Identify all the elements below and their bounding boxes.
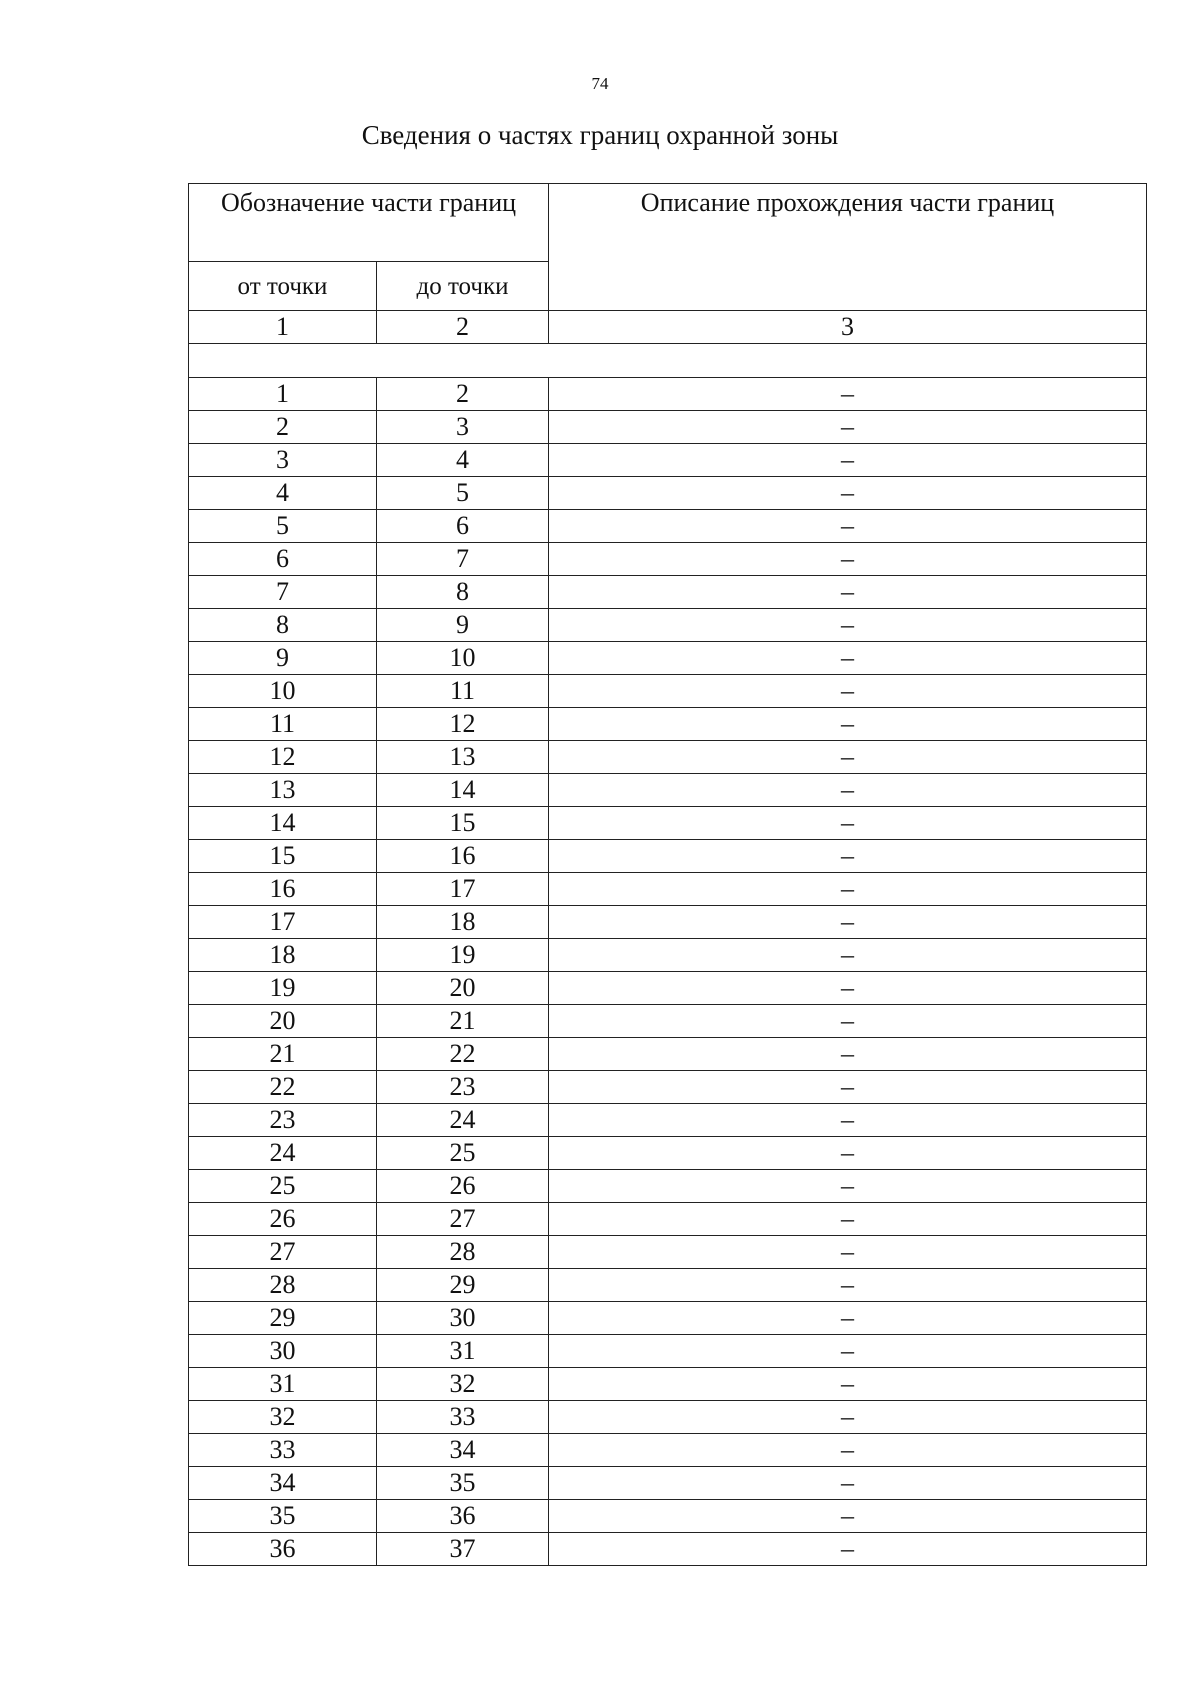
description-cell: – [549,1071,1147,1104]
to-point-cell: 19 [377,939,549,972]
empty-section-row [189,344,1147,378]
table-row [189,972,1147,1005]
description-cell: – [549,510,1147,543]
to-point-cell: 8 [377,576,549,609]
header-description: Описание прохождения части границ [549,184,1147,311]
table-row [189,1335,1147,1368]
table-row [189,1203,1147,1236]
column-number: 3 [549,311,1147,344]
from-point-cell: 35 [189,1500,377,1533]
from-point-cell: 28 [189,1269,377,1302]
from-point-cell: 32 [189,1401,377,1434]
from-point-cell: 33 [189,1434,377,1467]
from-point-cell: 9 [189,642,377,675]
from-point-cell: 36 [189,1533,377,1566]
table-row [189,774,1147,807]
from-point-cell: 34 [189,1467,377,1500]
column-number-row [189,311,1147,344]
to-point-cell: 7 [377,543,549,576]
from-point-cell: 19 [189,972,377,1005]
description-cell: – [549,1236,1147,1269]
from-point-cell: 23 [189,1104,377,1137]
description-cell: – [549,1500,1147,1533]
to-point-cell: 5 [377,477,549,510]
to-point-cell: 10 [377,642,549,675]
table-row [189,1005,1147,1038]
header-to-point: до точки [377,262,549,311]
table-row [189,1269,1147,1302]
description-cell: – [549,543,1147,576]
page-number: 74 [591,74,609,93]
from-point-cell: 26 [189,1203,377,1236]
to-point-cell: 2 [377,378,549,411]
table-row [189,510,1147,543]
table-row [189,1170,1147,1203]
table-row [189,1533,1147,1566]
description-cell: – [549,576,1147,609]
column-number: 1 [189,311,377,344]
description-cell: – [549,1533,1147,1566]
description-cell: – [549,1434,1147,1467]
table-row [189,1500,1147,1533]
from-point-cell: 15 [189,840,377,873]
table-row [189,1302,1147,1335]
table-row [189,840,1147,873]
description-cell: – [549,741,1147,774]
from-point-cell: 8 [189,609,377,642]
description-cell: – [549,1137,1147,1170]
to-point-cell: 32 [377,1368,549,1401]
description-cell: – [549,1335,1147,1368]
table-row [189,1401,1147,1434]
from-point-cell: 6 [189,543,377,576]
to-point-cell: 12 [377,708,549,741]
from-point-cell: 14 [189,807,377,840]
from-point-cell: 10 [189,675,377,708]
from-point-cell: 13 [189,774,377,807]
description-cell: – [549,1170,1147,1203]
description-cell: – [549,972,1147,1005]
table-row [189,1236,1147,1269]
description-cell: – [549,840,1147,873]
to-point-cell: 26 [377,1170,549,1203]
to-point-cell: 29 [377,1269,549,1302]
from-point-cell: 2 [189,411,377,444]
to-point-cell: 31 [377,1335,549,1368]
table-row [189,1467,1147,1500]
description-cell: – [549,642,1147,675]
from-point-cell: 18 [189,939,377,972]
from-point-cell: 16 [189,873,377,906]
from-point-cell: 5 [189,510,377,543]
to-point-cell: 21 [377,1005,549,1038]
description-cell: – [549,708,1147,741]
from-point-cell: 22 [189,1071,377,1104]
from-point-cell: 1 [189,378,377,411]
description-cell: – [549,1203,1147,1236]
table-row [189,1434,1147,1467]
from-point-cell: 12 [189,741,377,774]
to-point-cell: 20 [377,972,549,1005]
table-body [189,311,1147,1566]
from-point-cell: 3 [189,444,377,477]
to-point-cell: 13 [377,741,549,774]
description-cell: – [549,444,1147,477]
table-row [189,1137,1147,1170]
header-designation: Обозначение части границ [189,184,549,262]
to-point-cell: 36 [377,1500,549,1533]
header-from-point: от точки [189,262,377,311]
table-row [189,609,1147,642]
to-point-cell: 34 [377,1434,549,1467]
to-point-cell: 25 [377,1137,549,1170]
column-number: 2 [377,311,549,344]
from-point-cell: 21 [189,1038,377,1071]
table-row [189,444,1147,477]
description-cell: – [549,1302,1147,1335]
to-point-cell: 23 [377,1071,549,1104]
description-cell: – [549,477,1147,510]
from-point-cell: 30 [189,1335,377,1368]
to-point-cell: 4 [377,444,549,477]
to-point-cell: 15 [377,807,549,840]
from-point-cell: 31 [189,1368,377,1401]
description-cell: – [549,873,1147,906]
table-row [189,906,1147,939]
to-point-cell: 22 [377,1038,549,1071]
to-point-cell: 30 [377,1302,549,1335]
table-header-row [189,184,1147,262]
description-cell: – [549,774,1147,807]
to-point-cell: 9 [377,609,549,642]
from-point-cell: 25 [189,1170,377,1203]
table-row [189,642,1147,675]
to-point-cell: 24 [377,1104,549,1137]
table-row [189,576,1147,609]
table-row [189,1368,1147,1401]
to-point-cell: 11 [377,675,549,708]
table-row [189,543,1147,576]
empty-section-cell [189,344,1147,378]
table-row [189,477,1147,510]
to-point-cell: 17 [377,873,549,906]
to-point-cell: 35 [377,1467,549,1500]
table-row [189,1071,1147,1104]
to-point-cell: 16 [377,840,549,873]
table-row [189,1104,1147,1137]
from-point-cell: 27 [189,1236,377,1269]
description-cell: – [549,1104,1147,1137]
to-point-cell: 3 [377,411,549,444]
description-cell: – [549,807,1147,840]
description-cell: – [549,1467,1147,1500]
to-point-cell: 14 [377,774,549,807]
from-point-cell: 29 [189,1302,377,1335]
to-point-cell: 33 [377,1401,549,1434]
to-point-cell: 28 [377,1236,549,1269]
document-title: Сведения о частях границ охранной зоны [361,120,839,150]
table-row [189,708,1147,741]
description-cell: – [549,411,1147,444]
to-point-cell: 27 [377,1203,549,1236]
table-row [189,873,1147,906]
from-point-cell: 24 [189,1137,377,1170]
to-point-cell: 18 [377,906,549,939]
table-row [189,939,1147,972]
from-point-cell: 17 [189,906,377,939]
table-row [189,1038,1147,1071]
to-point-cell: 37 [377,1533,549,1566]
to-point-cell: 6 [377,510,549,543]
description-cell: – [549,378,1147,411]
table-row [189,741,1147,774]
from-point-cell: 11 [189,708,377,741]
from-point-cell: 7 [189,576,377,609]
table-row [189,675,1147,708]
description-cell: – [549,1368,1147,1401]
description-cell: – [549,939,1147,972]
from-point-cell: 4 [189,477,377,510]
boundary-parts-table [188,183,1147,1566]
description-cell: – [549,1005,1147,1038]
description-cell: – [549,1038,1147,1071]
description-cell: – [549,675,1147,708]
from-point-cell: 20 [189,1005,377,1038]
description-cell: – [549,906,1147,939]
table-row [189,378,1147,411]
table-row [189,807,1147,840]
description-cell: – [549,1269,1147,1302]
description-cell: – [549,609,1147,642]
table-row [189,411,1147,444]
description-cell: – [549,1401,1147,1434]
